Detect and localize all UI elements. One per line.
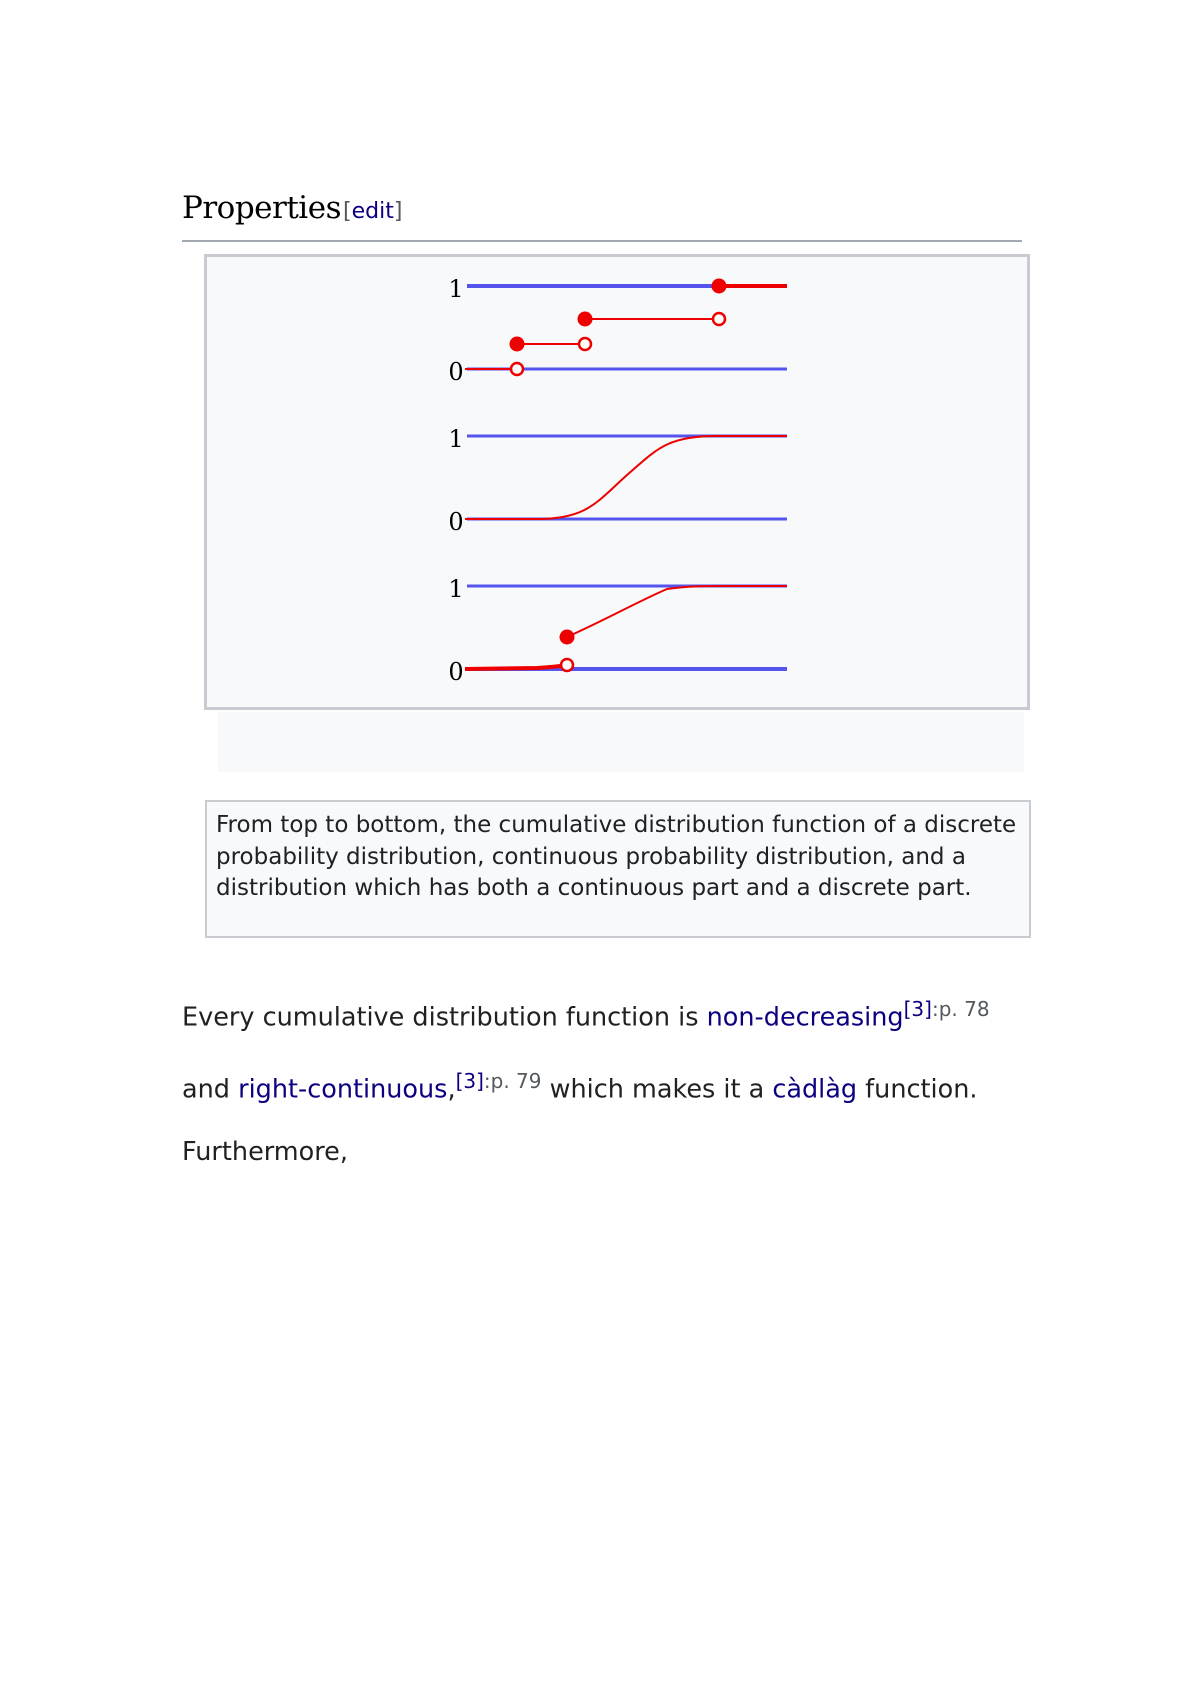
open-point xyxy=(561,659,573,671)
page-reference: :p. 78 xyxy=(931,997,990,1021)
edit-bracket-open: [ xyxy=(342,199,352,224)
tick-label: 1 xyxy=(448,425,464,453)
cadlag-link[interactable]: càdlàg xyxy=(772,1074,858,1104)
discrete-cdf-panel xyxy=(448,275,787,386)
tick-label: 1 xyxy=(448,275,464,303)
open-point xyxy=(579,338,591,350)
right-continuous-link[interactable]: right-continuous xyxy=(238,1074,448,1104)
body-paragraph xyxy=(182,978,1042,1184)
paragraph-text: which makes it a xyxy=(541,1074,773,1104)
paragraph-text: is xyxy=(670,1002,707,1033)
paragraph-text: function. Furthermore, xyxy=(182,1074,978,1167)
citation-link[interactable]: [3] xyxy=(455,1068,484,1093)
closed-point xyxy=(712,279,727,294)
tick-label: 1 xyxy=(448,575,464,603)
tick-label: 0 xyxy=(448,658,464,686)
cdf-illustration xyxy=(207,257,1027,707)
figure-caption: From top to bottom, the cumulative distribution function of a discrete probability distribution, continuous probability distribution, and a distribution which has both a continuous part and a discrete part. xyxy=(205,800,1031,938)
open-point xyxy=(511,363,523,375)
closed-point xyxy=(578,312,593,327)
tick-label: 0 xyxy=(448,508,464,536)
edit-section xyxy=(343,199,402,224)
cdf-curve xyxy=(465,436,787,519)
figure-spacer xyxy=(218,712,1024,772)
mixed-cdf-panel xyxy=(448,575,787,686)
cdf-curve xyxy=(465,665,567,669)
tick-label: 0 xyxy=(448,358,464,386)
section-title: Properties xyxy=(182,190,341,226)
paragraph-text: and xyxy=(182,1074,239,1104)
paragraph-text: , xyxy=(447,1074,456,1104)
cdf-curve xyxy=(567,586,787,637)
paragraph-text: Every cumulative distribution function xyxy=(182,1002,671,1033)
figure-image xyxy=(204,254,1030,710)
edit-link[interactable]: edit xyxy=(351,199,394,224)
section-heading xyxy=(182,190,1022,242)
continuous-cdf-panel xyxy=(448,425,787,536)
non-decreasing-link[interactable]: non-decreasing xyxy=(706,1002,904,1033)
closed-point xyxy=(510,337,525,352)
closed-point xyxy=(560,630,575,645)
open-point xyxy=(713,313,725,325)
edit-bracket-close: ] xyxy=(393,199,403,224)
citation-link[interactable]: [3] xyxy=(903,997,932,1021)
page-reference: :p. 79 xyxy=(483,1068,542,1093)
